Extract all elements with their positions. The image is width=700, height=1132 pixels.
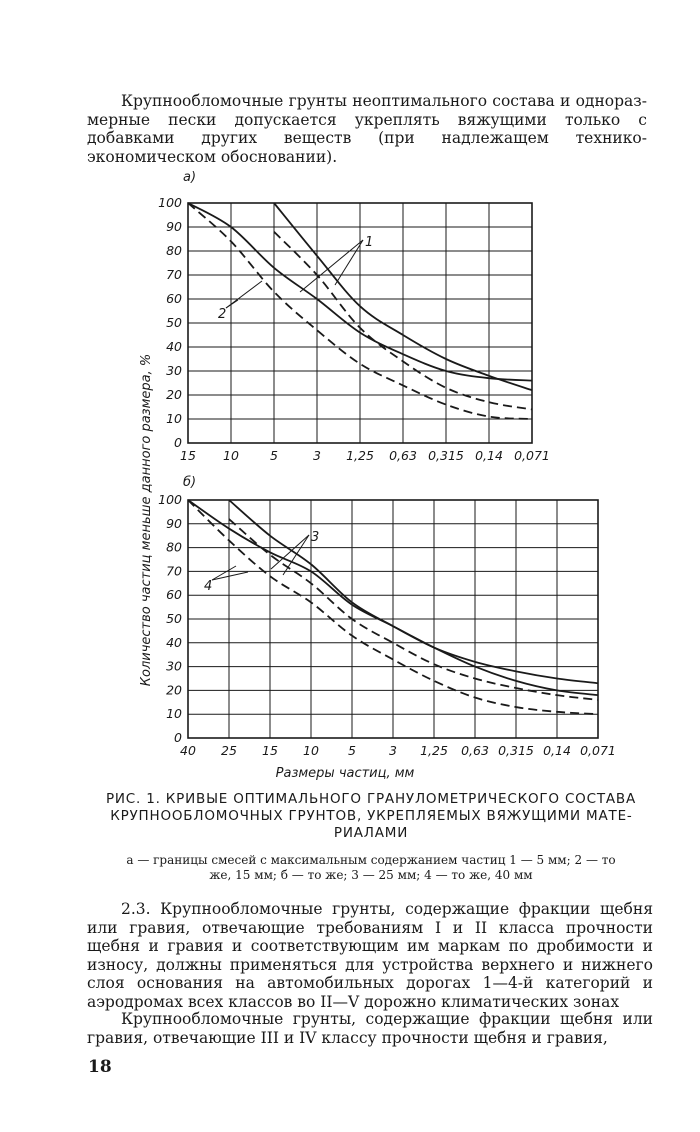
annotation-leader	[226, 300, 238, 308]
y-axis-label: Количество частиц меньше данного размера, %	[139, 353, 154, 687]
y-tick-label: 10	[166, 411, 182, 426]
annotation-leader	[335, 240, 363, 285]
y-tick-label: 70	[166, 267, 182, 282]
y-tick-label: 0	[174, 730, 182, 745]
y-tick-label: 30	[166, 658, 182, 674]
x-tick-label: 25	[221, 743, 237, 758]
grid	[188, 500, 598, 738]
y-tick-label: 30	[166, 363, 182, 378]
x-tick-label: 0,14	[475, 448, 503, 463]
y-tick-label: 50	[166, 611, 182, 626]
grid	[188, 203, 532, 443]
x-tick-label: 15	[262, 743, 278, 758]
panel-label-b: б)	[183, 475, 197, 490]
y-tick-label: 20	[166, 682, 182, 698]
y-tick-label: 60	[166, 291, 182, 306]
x-tick-label: 40	[180, 743, 196, 758]
figure-caption-title: РИС. 1. КРИВЫЕ ОПТИМАЛЬНОГО ГРАНУЛОМЕТРИЧЕСКОГО СОСТАВА КРУПНООБЛОМОЧНЫХ ГРУНТОВ, УКРЕПЛЯЕМЫХ ВЯЖУЩИМИ МАТЕРИАЛАМИ	[105, 791, 637, 841]
x-tick-label: 0,63	[389, 448, 417, 463]
chart-panel-a	[158, 195, 550, 463]
x-axis-label: Размеры частиц, мм	[275, 766, 415, 781]
curve-annotation: 3	[311, 530, 320, 545]
x-tick-label: 0,071	[514, 448, 550, 463]
y-tick-label: 100	[158, 195, 182, 210]
x-tick-label: 3	[389, 743, 397, 758]
panel-label-a: а)	[183, 170, 197, 185]
x-tick-label: 0,315	[428, 448, 464, 463]
annotation-leader	[212, 566, 236, 580]
x-tick-label: 5	[348, 743, 356, 758]
y-tick-label: 40	[166, 634, 182, 650]
chart-panel-b	[158, 492, 616, 758]
curve-annotation: 1	[365, 235, 374, 250]
x-tick-label: 10	[223, 448, 239, 463]
x-tick-label: 0,14	[543, 743, 571, 758]
series-line-3-solid	[229, 500, 598, 683]
figure-caption-legend: а — границы смесей с максимальным содержанием частиц 1 — 5 мм; 2 — то же, 15 мм; б — то же; 3 — 25 мм; 4 — то же, 40 мм	[126, 853, 616, 882]
y-tick-label: 80	[166, 243, 182, 258]
x-tick-label: 3	[313, 448, 321, 463]
annotation-leader	[212, 572, 248, 580]
y-tick-label: 60	[166, 587, 182, 603]
y-tick-label: 80	[166, 539, 182, 555]
x-tick-label: 0,63	[461, 743, 489, 758]
x-tick-label: 0,071	[580, 743, 616, 758]
x-tick-label: 0,315	[498, 743, 534, 758]
x-tick-label: 5	[270, 448, 278, 463]
y-tick-label: 70	[166, 563, 182, 579]
section-2-3-paragraph: 2.3. Крупнообломочные грунты, содержащие фракции щебня или гравия, отвечающие требованиям I и II класса прочности щебня и гравия и соответствующим им маркам по дробимости и износу, должны применяться для устройства верхнего и нижнего слоя основания на автомобильных дорогах 1—4-й категорий и аэродромах всех классов во II—V дорожно климатических зонах	[87, 900, 653, 1011]
y-tick-label: 0	[174, 435, 182, 450]
y-tick-label: 20	[166, 387, 182, 402]
y-tick-label: 50	[166, 315, 182, 330]
curve-annotation: 2	[218, 307, 227, 322]
intro-paragraph: Крупнообломочные грунты неоптимального состава и одноразмерные пески допускается укреплять вяжущими только с добавками других веществ (при надлежащем технико-экономическом обосновании).	[87, 92, 647, 166]
page-number: 18	[88, 1057, 112, 1077]
y-tick-label: 40	[166, 339, 182, 354]
y-tick-label: 90	[166, 515, 182, 531]
y-tick-label: 100	[158, 492, 182, 507]
x-tick-label: 1,25	[346, 448, 374, 463]
y-tick-label: 10	[166, 706, 182, 722]
x-tick-label: 1,25	[420, 743, 448, 758]
section-continuation-paragraph: Крупнообломочные грунты, содержащие фракции щебня или гравия, отвечающие III и IV классу прочности щебня и гравия,	[87, 1010, 653, 1047]
x-tick-label: 10	[303, 743, 319, 758]
y-tick-label: 90	[166, 219, 182, 234]
curve-annotation: 4	[204, 579, 213, 594]
x-tick-label: 15	[180, 448, 196, 463]
